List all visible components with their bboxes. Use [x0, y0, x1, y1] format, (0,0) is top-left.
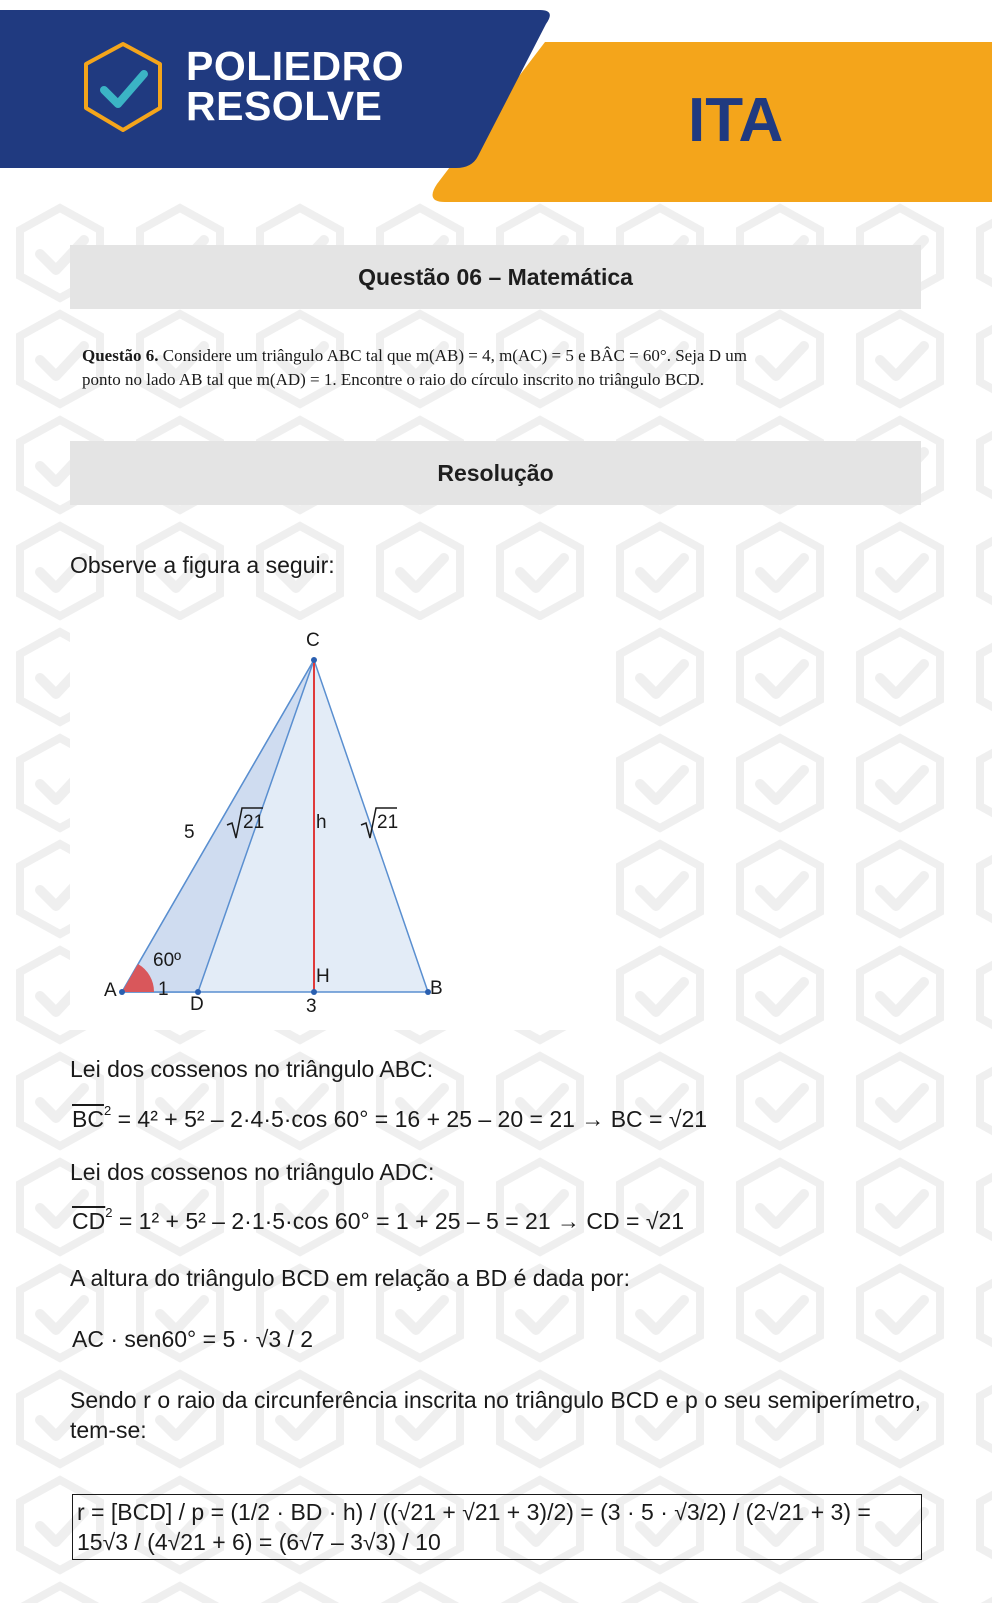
question-title: Questão 06 – Matemática [358, 263, 633, 290]
label-seg-dh: 3 [306, 996, 317, 1017]
label-side-cd: 21 [243, 812, 265, 833]
equation-cd-rhs: = 1² + 5² – 2·1·5·cos 60° = 1 + 25 – 5 = 21 → CD = √21 [118, 1208, 685, 1234]
label-seg-ad: 1 [158, 979, 169, 1000]
equation-radius [72, 1494, 922, 1560]
resolution-title-bar [70, 441, 921, 505]
brand-line2: RESOLVE [186, 83, 383, 129]
observe-text: Observe a figura a seguir: [70, 552, 335, 578]
label-angle: 60º [153, 950, 182, 971]
lei-abc-text: Lei dos cossenos no triângulo ABC: [70, 1056, 434, 1082]
label-side-cb: 21 [377, 812, 399, 833]
equation-height: AC · sen60° = 5 · √3 / 2 [72, 1326, 314, 1352]
equation-cd: $\overline{CD}^2 = 1^2 + 5^2 - 2\cdot 1\cdot 5\cdot\cos$ 60° = 1 + 25 – 5 = 21 → CD = √21 [72, 1205, 685, 1234]
resolution-title: Resolução [437, 459, 554, 486]
label-d: D [190, 994, 204, 1015]
label-h-point: H [316, 966, 330, 987]
label-c: C [306, 630, 320, 651]
label-b: B [430, 978, 443, 999]
equation-radius-box: r = [BCD] / p = (1/2 · BD · h) / ((√21 + √21 + 3)/2) = (3 · 5 · √3/2) / (2√21 + 3) = 15√3 / (4√21 + 6) = (6√7 – 3√3) / 10 [72, 1494, 922, 1560]
statement-line2: ponto no lado AB tal que m(AD) = 1. Encontre o raio do círculo inscrito no triângulo BCD. [82, 370, 704, 389]
question-title-bar [70, 245, 921, 309]
brand-line1: POLIEDRO [186, 43, 405, 89]
brand-title [186, 43, 405, 129]
triangle-figure [70, 620, 610, 1030]
exam-name: ITA [688, 86, 784, 155]
statement-line1: Questão 6. Considere um triângulo ABC tal que m(AB) = 4, m(AC) = 5 e BÂC = 60°. Seja D um [82, 346, 747, 365]
label-side-ac: 5 [184, 822, 195, 843]
sendo-text: Sendo r o raio da circunferência inscrita no triângulo BCD e p o seu semiperímetro, tem-se: [70, 1387, 921, 1443]
equation-bc: $\overline{BC}^2 = 4^2 + 5^2 - 2\cdot 4\cdot 5\cdot\cos$ 60° = 16 + 25 – 20 = 21 → BC = √21 [72, 1103, 708, 1132]
lei-adc-text: Lei dos cossenos no triângulo ADC: [70, 1159, 435, 1185]
label-height: h [316, 812, 327, 833]
label-a: A [104, 980, 117, 1001]
altura-text: A altura do triângulo BCD em relação a BD é dada por: [70, 1265, 630, 1291]
poliedro-logo-icon [80, 40, 166, 134]
equation-bc-rhs: = 4² + 5² – 2·4·5·cos 60° = 16 + 25 – 20 = 21 → BC = √21 [117, 1106, 708, 1132]
question-statement [82, 344, 922, 392]
